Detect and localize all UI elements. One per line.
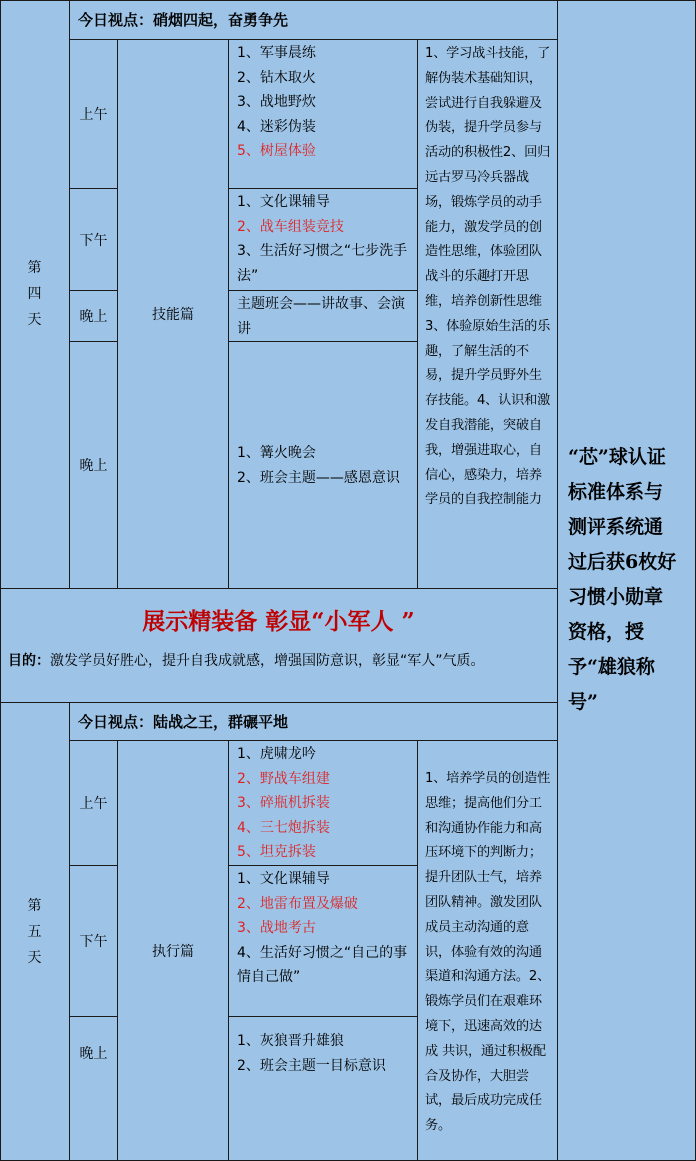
banner-title: 展示精装备 彰显“小军人 ” — [142, 607, 415, 635]
activity-item: 1、虎啸龙吟 — [237, 746, 316, 762]
activity-item: 3、战地野炊 — [237, 94, 316, 110]
day5-goals: 1、培养学员的创造性思维；提高他们分工和沟通协作能力和高压环境下的判断力；提升团队士气，培养团队精神。激发团队成员主动沟通的意识，体验有效的沟通渠道和沟通方法。2、锻炼学员们在艰难环境下，迅速高效的达成 共识，通过积极配合及协作，大胆尝试，最后成功完成任务。 — [425, 771, 551, 1134]
day5-afternoon-activities — [229, 866, 418, 1017]
day4-evening1-label: 晚上 — [79, 309, 108, 325]
activity-item: 3、碎瓶机拆装 — [237, 795, 330, 811]
activity-item: 2、钻木取火 — [237, 69, 316, 86]
activity-item: 2、地雷布置及爆破 — [237, 895, 358, 912]
banner — [0, 589, 558, 703]
banner-purpose-label: 目的： — [8, 653, 50, 669]
day4-evening1-cell — [70, 291, 118, 342]
activity-item: 1、篝火晚会 — [237, 445, 316, 461]
day4-morning-label: 上午 — [79, 107, 108, 123]
day4-evening2-activities — [229, 342, 418, 589]
day5-morning-label: 上午 — [79, 796, 108, 812]
day5-label: 第五天 — [27, 897, 42, 966]
day5-evening-activities — [229, 1017, 418, 1161]
day4-goals: 1、学习战斗技能，了解伪装术基础知识，尝试进行自我躲避及伪装，提升学员参与活动的积极性2、回归远古罗马冷兵器战场，锻炼学员的动手能力，激发学员的创造性思维，体验团队战斗的乐趣打开思维，培养创新性思维3、体验原始生活的乐趣，了解生活的不易，提升学员野外生存技能。4、认识和激发自我潜能，突破自我，增强进取心，自信心，感染力，培养学员的自我控制能力 — [425, 46, 551, 508]
day5-theme-cell — [70, 703, 558, 741]
banner-purpose-text: 激发学员好胜心，提升自我成就感，增强国防意识，彰显“军人”气质。 — [50, 653, 485, 669]
day4-morning-activities — [229, 40, 418, 189]
activity-item: 5、坦克拆装 — [237, 844, 316, 860]
day4-module-cell — [118, 40, 229, 589]
activity-item: 4、生活好习惯之“自己的事情自己做” — [237, 944, 408, 985]
day4-afternoon-activities — [229, 189, 418, 291]
activity-item: 2、班会主题——感恩意识 — [237, 469, 400, 486]
activity-item: 1、军事晨练 — [237, 45, 316, 61]
day4-afternoon-label: 下午 — [79, 232, 108, 249]
day4-evening2-cell — [70, 342, 118, 589]
activity-item: 3、战地考古 — [237, 920, 316, 936]
day5-label-cell — [0, 703, 70, 1161]
activity-item: 主题班会——讲故事、会演讲 — [237, 296, 405, 337]
day4-theme-cell — [70, 0, 558, 40]
side-note: “芯”球认证标准体系与测评系统通过后获6枚好习惯小勋章资格，授予“雄狼称号” — [568, 446, 677, 713]
day5-goals-cell — [418, 741, 558, 1161]
day4-theme: 今日视点：硝烟四起，奋勇争先 — [78, 11, 289, 29]
day5-theme: 今日视点：陆战之王，群碾平地 — [78, 713, 289, 731]
activity-item: 4、迷彩伪装 — [237, 118, 316, 135]
day5-evening-cell — [70, 1017, 118, 1161]
day4-evening2-label: 晚上 — [79, 458, 108, 474]
activity-item: 1、文化课辅导 — [237, 871, 330, 887]
activity-item: 2、野战车组建 — [237, 770, 330, 787]
day4-goals-cell — [418, 40, 558, 589]
day5-afternoon-cell — [70, 866, 118, 1017]
day4-label: 第四天 — [27, 260, 42, 328]
day4-afternoon-cell — [70, 189, 118, 291]
side-note-cell — [558, 0, 696, 1161]
day5-evening-label: 晚上 — [79, 1046, 108, 1062]
activity-item: 4、三七炮拆装 — [237, 819, 330, 836]
day4-module: 技能篇 — [152, 307, 194, 323]
day5-morning-cell — [70, 741, 118, 866]
activity-item: 5、树屋体验 — [237, 143, 316, 159]
banner-purpose — [0, 649, 557, 673]
activity-item: 1、灰狼晋升雄狼 — [237, 1033, 344, 1049]
activity-item: 3、生活好习惯之“七步洗手法” — [237, 243, 408, 284]
day4-morning-cell — [70, 40, 118, 189]
activity-item: 2、班会主题一目标意识 — [237, 1057, 386, 1074]
day5-morning-activities — [229, 741, 418, 866]
day5-module: 执行篇 — [152, 943, 194, 960]
day5-module-cell — [118, 741, 229, 1161]
day4-evening1-activities — [229, 291, 418, 342]
day4-label-cell — [0, 0, 70, 589]
activity-item: 1、文化课辅导 — [237, 194, 330, 210]
activity-item: 2、战车组装竞技 — [237, 218, 344, 235]
day5-afternoon-label: 下午 — [79, 934, 108, 950]
